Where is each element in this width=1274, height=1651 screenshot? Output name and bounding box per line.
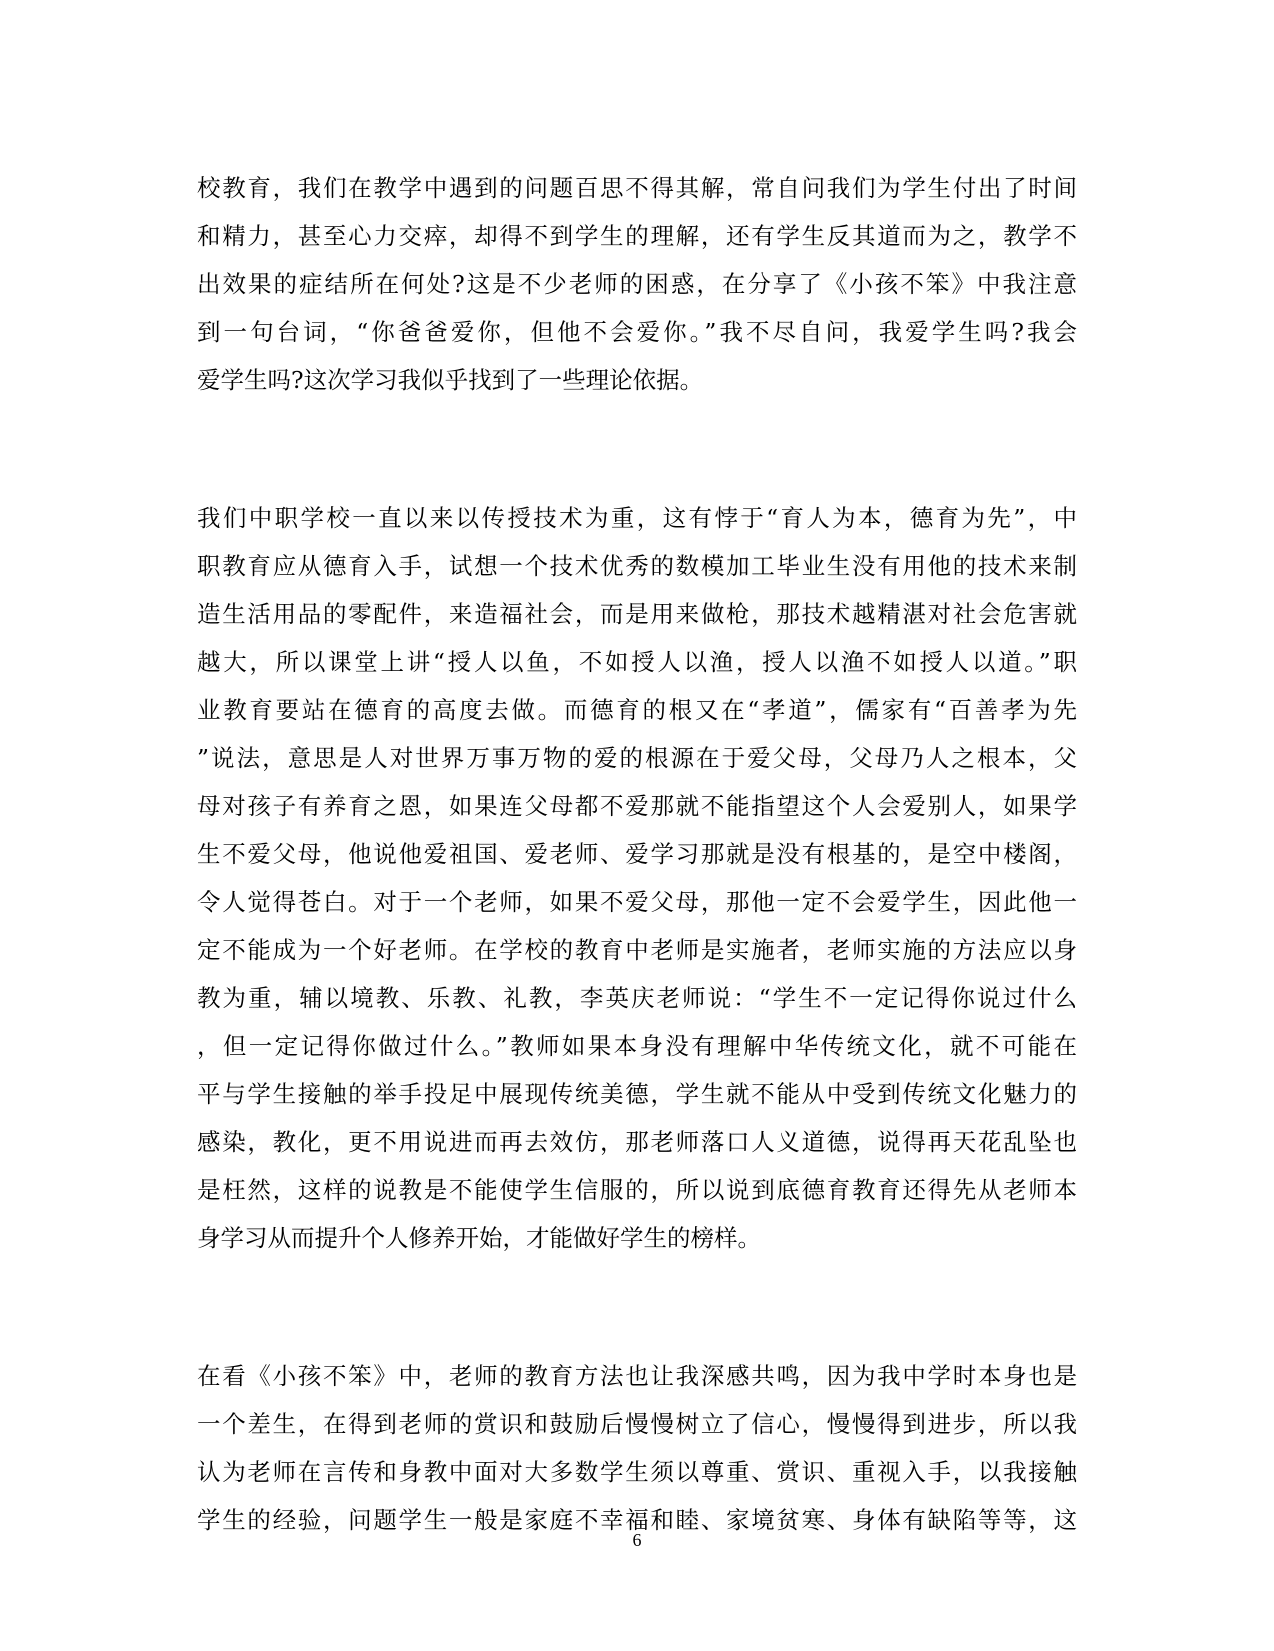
body-text (197, 164, 1077, 1544)
text-line: 一个差生，在得到老师的赏识和鼓励后慢慢树立了信心，慢慢得到进步，所以我 (197, 1410, 1077, 1438)
text-line: ”说法，意思是人对世界万事万物的爱的根源在于爱父母，父母乃人之根本，父 (197, 744, 1077, 772)
text-line: 学生的经验，问题学生一般是家庭不幸福和睦、家境贫寒、身体有缺陷等等，这 (197, 1506, 1077, 1534)
paragraph-2 (197, 494, 1077, 1262)
text-line: 出效果的症结所在何处?这是不少老师的困惑，在分享了《小孩不笨》中我注意 (197, 270, 1077, 298)
text-line: 在看《小孩不笨》中，老师的教育方法也让我深感共鸣，因为我中学时本身也是 (197, 1362, 1077, 1390)
text-line: 到一句台词，“你爸爸爱你，但他不会爱你。”我不尽自问，我爱学生吗?我会 (197, 318, 1077, 346)
text-line: ，但一定记得你做过什么。”教师如果本身没有理解中华传统文化，就不可能在 (197, 1032, 1077, 1060)
text-line: 生不爱父母，他说他爱祖国、爱老师、爱学习那就是没有根基的，是空中楼阁， (197, 840, 1077, 868)
paragraph-1 (197, 164, 1077, 404)
text-line: 和精力，甚至心力交瘁，却得不到学生的理解，还有学生反其道而为之，教学不 (197, 222, 1077, 250)
text-line: 爱学生吗?这次学习我似乎找到了一些理论依据。 (197, 366, 704, 394)
text-line: 定不能成为一个好老师。在学校的教育中老师是实施者，老师实施的方法应以身 (197, 936, 1077, 964)
text-line: 认为老师在言传和身教中面对大多数学生须以尊重、赏识、重视入手，以我接触 (197, 1458, 1077, 1486)
text-line: 越大，所以课堂上讲“授人以鱼，不如授人以渔，授人以渔不如授人以道。”职 (197, 648, 1077, 676)
text-line: 业教育要站在德育的高度去做。而德育的根又在“孝道”，儒家有“百善孝为先 (197, 696, 1077, 724)
text-line: 教为重，辅以境教、乐教、礼教，李英庆老师说：“学生不一定记得你说过什么 (197, 984, 1077, 1012)
paragraph-spacer (197, 404, 1077, 494)
text-line: 我们中职学校一直以来以传授技术为重，这有悖于“育人为本，德育为先”，中 (197, 504, 1077, 532)
text-line: 母对孩子有养育之恩，如果连父母都不爱那就不能指望这个人会爱别人，如果学 (197, 792, 1077, 820)
text-line: 身学习从而提升个人修养开始，才能做好学生的榜样。 (197, 1224, 761, 1252)
text-line: 平与学生接触的举手投足中展现传统美德，学生就不能从中受到传统文化魅力的 (197, 1080, 1077, 1108)
text-line: 令人觉得苍白。对于一个老师，如果不爱父母，那他一定不会爱学生，因此他一 (197, 888, 1077, 916)
text-line: 校教育，我们在教学中遇到的问题百思不得其解，常自问我们为学生付出了时间 (197, 174, 1077, 202)
paragraph-spacer (197, 1262, 1077, 1352)
text-line: 是枉然，这样的说教是不能使学生信服的，所以说到底德育教育还得先从老师本 (197, 1176, 1077, 1204)
text-line: 职教育应从德育入手，试想一个技术优秀的数模加工毕业生没有用他的技术来制 (197, 552, 1077, 580)
page-number: 6 (632, 1530, 642, 1550)
text-line: 造生活用品的零配件，来造福社会，而是用来做枪，那技术越精湛对社会危害就 (197, 600, 1077, 628)
paragraph-3 (197, 1352, 1077, 1544)
text-line: 感染，教化，更不用说进而再去效仿，那老师落口人义道德，说得再天花乱坠也 (197, 1128, 1077, 1156)
